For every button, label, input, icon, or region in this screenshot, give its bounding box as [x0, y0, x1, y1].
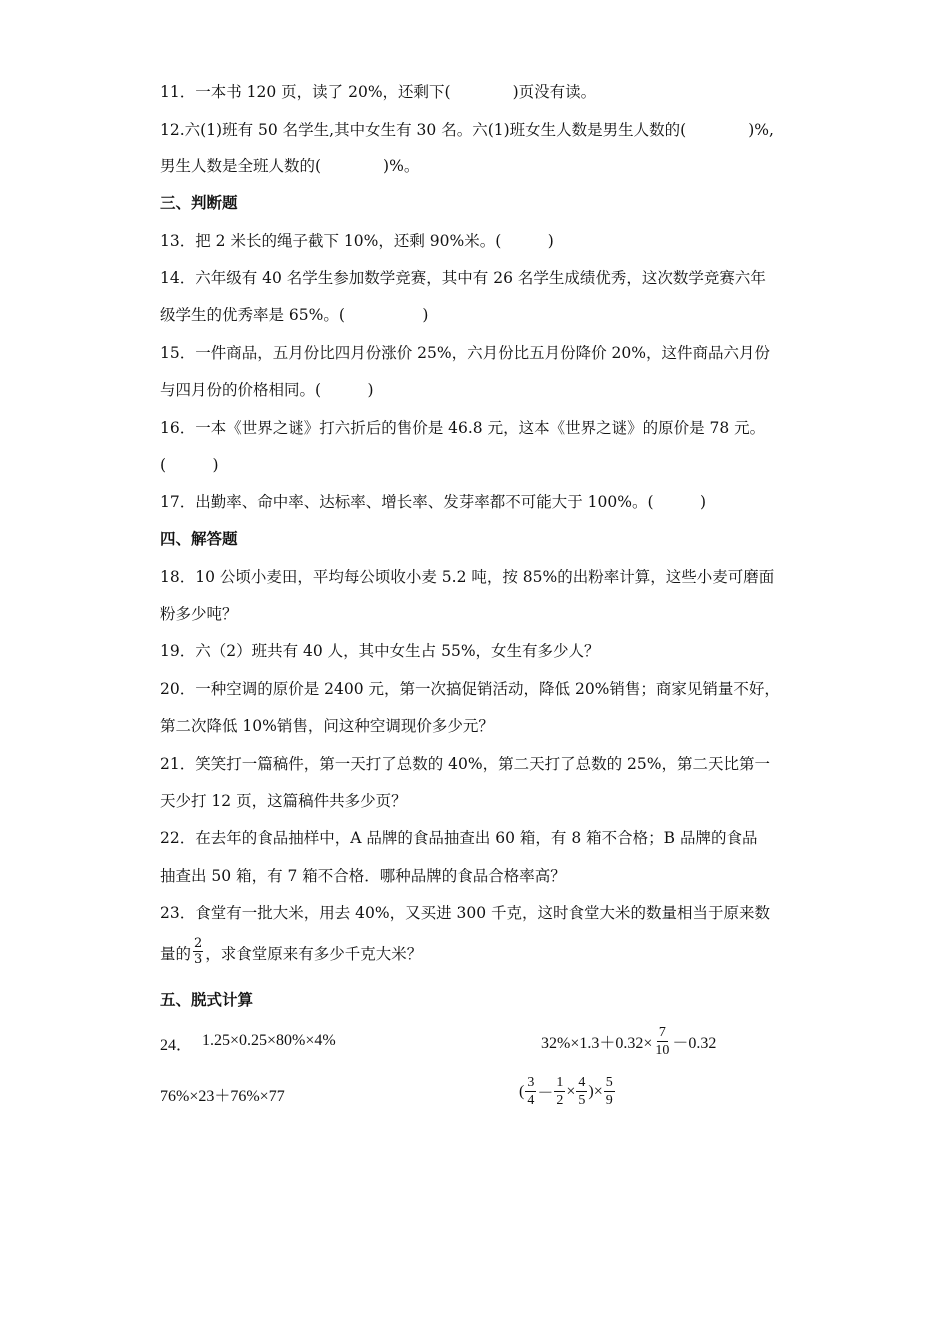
fraction-numerator: 7	[658, 1025, 666, 1040]
fraction-denominator: 2	[556, 1093, 564, 1108]
question-20-line2: 第二次降低 10%销售，问这种空调现价多少元？	[160, 717, 494, 735]
question-12-line1: 12.六(1)班有 50 名学生,其中女生有 30 名。六(1)班女生人数是男生人数的( )%,	[160, 121, 774, 139]
calculation-1: 1.25×0.25×80%×4%	[202, 1032, 336, 1049]
question-23-line1: 23．食堂有一批大米，用去 40%，又买进 300 千克，这时食堂大米的数量相当于原来数	[160, 904, 771, 922]
fraction-seven-tenths	[653, 1024, 671, 1059]
fraction-denominator: 4	[527, 1093, 535, 1108]
fraction-three-quarters	[525, 1074, 536, 1109]
question-14-line2: 级学生的优秀率是 65%。( )	[160, 306, 429, 324]
minus-sign: －	[537, 1085, 554, 1102]
question-16-line1: 16．一本《世界之谜》打六折后的售价是 46.8 元，这本《世界之谜》的原价是 78 元。	[160, 419, 766, 437]
fraction-numerator: 1	[556, 1075, 564, 1090]
question-11: 11．一本书 120 页，读了 20%，还剩下( )页没有读。	[160, 83, 597, 101]
calculation-2-pre: 32%×1.3＋0.32×	[541, 1035, 653, 1052]
calculation-3: 76%×23＋76%×77	[160, 1088, 285, 1105]
question-19: 19．六（2）班共有 40 人，其中女生占 55%，女生有多少人？	[160, 642, 600, 660]
close-paren-times: )×	[588, 1082, 603, 1100]
fraction-denominator: 10	[655, 1043, 670, 1058]
question-23-text-post: ，求食堂原来有多少千克大米？	[205, 944, 423, 963]
question-23-text-pre: 量的	[160, 944, 192, 963]
question-21-line1: 21．笑笑打一篇稿件，第一天打了总数的 40%，第二天打了总数的 25%，第二天比第一	[160, 755, 770, 773]
section-heading-calculation: 五、脱式计算	[160, 991, 254, 1009]
calculation-2-post: －0.32	[672, 1035, 717, 1052]
fraction-one-half	[554, 1074, 565, 1109]
question-22-line1: 22．在去年的食品抽样中，A 品牌的食品抽查出 60 箱，有 8 箱不合格；B 品牌的食品	[160, 829, 758, 847]
question-15-line2: 与四月份的价格相同。( )	[160, 381, 374, 399]
question-15-line1: 15．一件商品，五月份比四月份涨价 25%，六月份比五月份降价 20%，这件商品六月份	[160, 344, 770, 362]
question-14-line1: 14．六年级有 40 名学生参加数学竞赛，其中有 26 名学生成绩优秀，这次数学竞赛六年	[160, 269, 766, 287]
fraction-two-thirds	[193, 936, 203, 967]
fraction-five-ninths	[604, 1074, 615, 1109]
fraction-numerator: 4	[578, 1075, 586, 1090]
section-heading-judgement: 三、判断题	[160, 194, 238, 212]
question-22-line2: 抽查出 50 箱，有 7 箱不合格．哪种品牌的食品合格率高？	[160, 867, 566, 885]
question-13: 13．把 2 米长的绳子截下 10%，还剩 90%米。( )	[160, 232, 554, 250]
question-18-line1: 18．10 公顷小麦田，平均每公顷收小麦 5.2 吨，按 85%的出粉率计算，这些小麦可磨面	[160, 568, 775, 586]
question-21-line2: 天少打 12 页，这篇稿件共多少页？	[160, 792, 407, 810]
calculation-4	[519, 1074, 616, 1109]
fraction-denominator: 9	[605, 1093, 613, 1108]
fraction-numerator: 5	[605, 1075, 613, 1090]
question-24-label: 24．	[160, 1037, 193, 1054]
open-paren: (	[519, 1082, 525, 1100]
question-17: 17．出勤率、命中率、达标率、增长率、发芽率都不可能大于 100%。( )	[160, 493, 707, 511]
question-18-line2: 粉多少吨？	[160, 605, 238, 623]
question-23-line2	[160, 938, 422, 969]
section-heading-word-problems: 四、解答题	[160, 530, 238, 548]
question-12-line2: 男生人数是全班人数的( )%。	[160, 157, 420, 175]
fraction-numerator: 3	[527, 1075, 535, 1090]
times-sign: ×	[566, 1082, 576, 1100]
fraction-denominator: 3	[194, 952, 203, 967]
fraction-four-fifths	[576, 1074, 587, 1109]
question-20-line1: 20．一种空调的原价是 2400 元，第一次搞促销活动，降低 20%销售；商家见销量不好，	[160, 680, 780, 698]
fraction-numerator: 2	[194, 936, 203, 951]
calculation-2	[541, 1024, 716, 1059]
question-16-line2: ( )	[160, 456, 219, 474]
fraction-denominator: 5	[578, 1093, 586, 1108]
